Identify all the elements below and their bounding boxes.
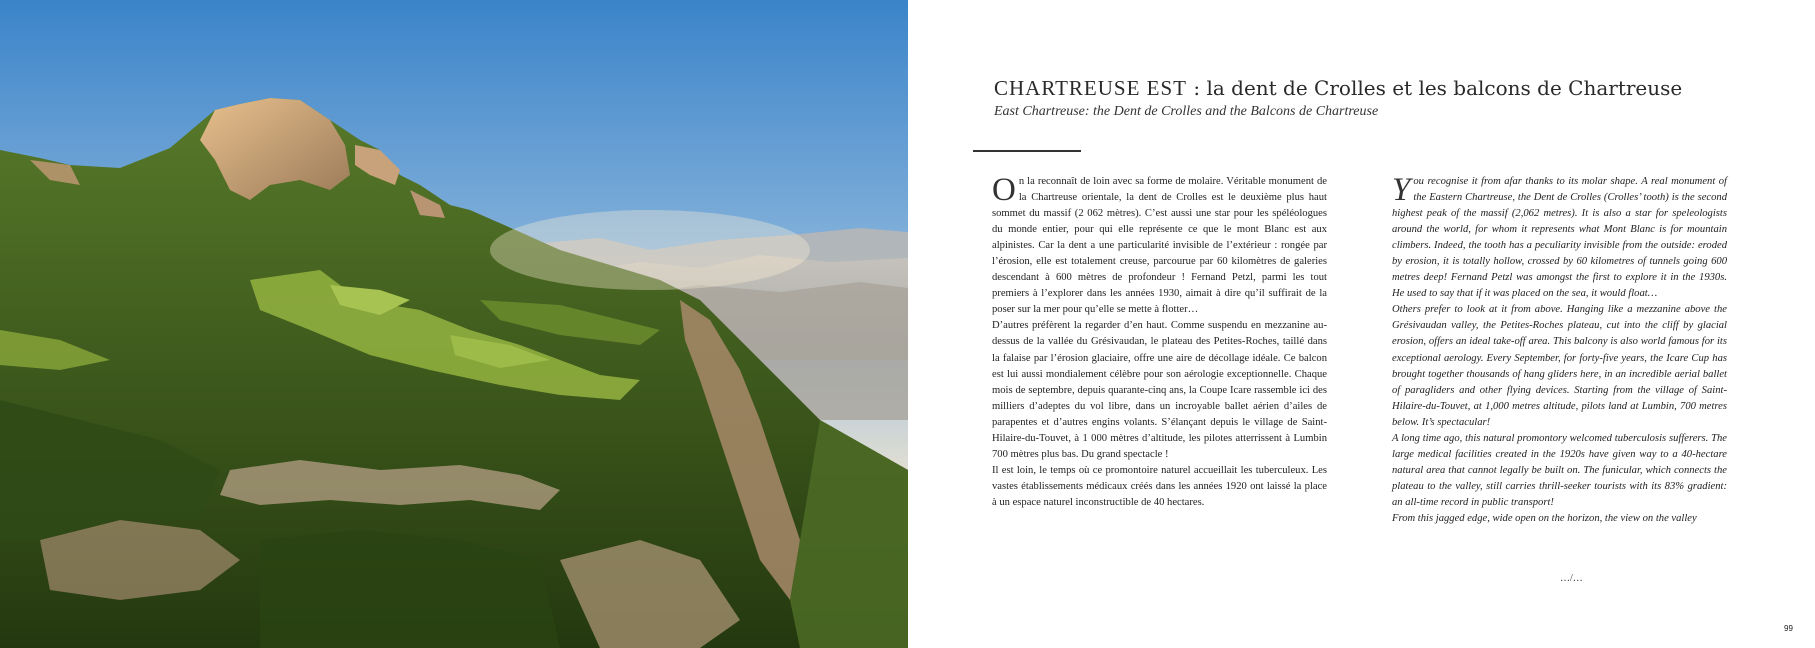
english-paragraph-3: A long time ago, this natural promontory welcomed tuberculosis sufferers. The large medical facilities created in the 1920s have given way to a 40-hectare natural area that cannot legally be built on. The funicular, which connects the plateau to the valley, still carries thrill-seeker tourists with its 83% gradient: an all-time record in public transport! bbox=[1392, 432, 1727, 508]
page-title bbox=[994, 76, 1682, 101]
french-column bbox=[992, 174, 1327, 511]
english-column bbox=[1392, 174, 1727, 527]
text-page bbox=[908, 0, 1815, 648]
english-dropcap: Y bbox=[1392, 172, 1411, 208]
english-paragraph-4: From this jagged edge, wide open on the horizon, the view on the valley bbox=[1392, 512, 1697, 524]
french-paragraph-2: D’autres préfèrent la regarder d’en haut. Comme suspendu en mezzanine au-dessus de la vallée du Grésivaudan, le plateau des Petites-Roches, taillé dans la falaise par l’érosion glaciaire, offre une aire de décollage idéale. Ce balcon est lui aussi mondialement célèbre pour son aérologie exceptionnelle. Chaque mois de septembre, depuis quarante-cinq ans, la Coupe Icare rassemble ici des milliers d’adeptes du vol libre, dans un incroyable ballet aérien d’ailes de parapentes et d’autres engins volants. S’élançant depuis le village de Saint-Hilaire-du-Touvet, à 1 000 mètres d’altitude, les pilotes atterrissent à Lumbin 700 mètres plus bas. Du grand spectacle ! bbox=[992, 320, 1327, 460]
title-divider bbox=[973, 150, 1081, 152]
english-paragraph-1: ou recognise it from afar thanks to its molar shape. A real monument of the Eastern Chartreuse, the Dent de Crolles (Crolles’ tooth) is the second highest peak of the massif (2,062 metres). It is also a star for speleologists around the world, for whom it represents what Mont Blanc is for mountain climbers. Indeed, the tooth has a peculiarity invisible from the outside: eroded by erosion, it is totally hollow, crossed by 60 kilometres of tunnels going 600 metres deep! Fernand Petzl was amongst the first to explore it in the 1930s. He used to say that if it was placed on the sea, it would float… bbox=[1392, 176, 1727, 300]
french-paragraph-3: Il est loin, le temps où ce promontoire naturel accueillait les tuberculeux. Les vastes établissements médicaux créés dans les années 1920 ont laissé la place à un espace naturel inconstructible de 40 hectares. bbox=[992, 464, 1327, 508]
title-rest: : la dent de Crolles et les balcons de Chartreuse bbox=[1187, 76, 1683, 100]
title-caps: CHARTREUSE EST bbox=[994, 76, 1188, 100]
english-paragraph-2: Others prefer to look at it from above. Hanging like a mezzanine above the Grésivaudan valley, the Petites-Roches plateau, cut into the cliff by glacial erosion, offers an ideal take-off area. This balcony is also world famous for its exceptional aerology. Every September, for forty-five years, the Icare Cup has brought together thousands of hang gliders here, in an incredible aerial ballet of paragliders and other flying devices. Starting from the village of Saint-Hilaire-du-Touvet, at 1,000 metres altitude, pilots land at Lumbin, 700 metres below. It’s spectacular! bbox=[1392, 304, 1727, 428]
continuation-mark: …/… bbox=[1560, 573, 1583, 584]
page-subtitle: East Chartreuse: the Dent de Crolles and the Balcons de Chartreuse bbox=[994, 104, 1379, 119]
french-paragraph-1: n la reconnaît de loin avec sa forme de molaire. Véritable monument de la Chartreuse orientale, la dent de Crolles est le deuxième plus haut sommet du massif (2 062 mètres). C’est aussi une star pour les spéléologues du monde entier, pour qui elle représente ce que le mont Blanc est aux alpinistes. Car la dent a une particularité invisible de l’extérieur : rongée par l’érosion, elle est totalement creuse, parcourue par 60 kilomètres de galeries descendant à 600 mètres de profondeur ! Fernand Petzl, parmi les tout premiers à l’explorer dans les années 1930, aimait à dire qu’il suffirait de la poser sur la mer pour qu’elle se mette à flotter… bbox=[992, 176, 1327, 316]
page-number: 99 bbox=[1784, 624, 1793, 633]
french-dropcap: O bbox=[992, 172, 1016, 208]
